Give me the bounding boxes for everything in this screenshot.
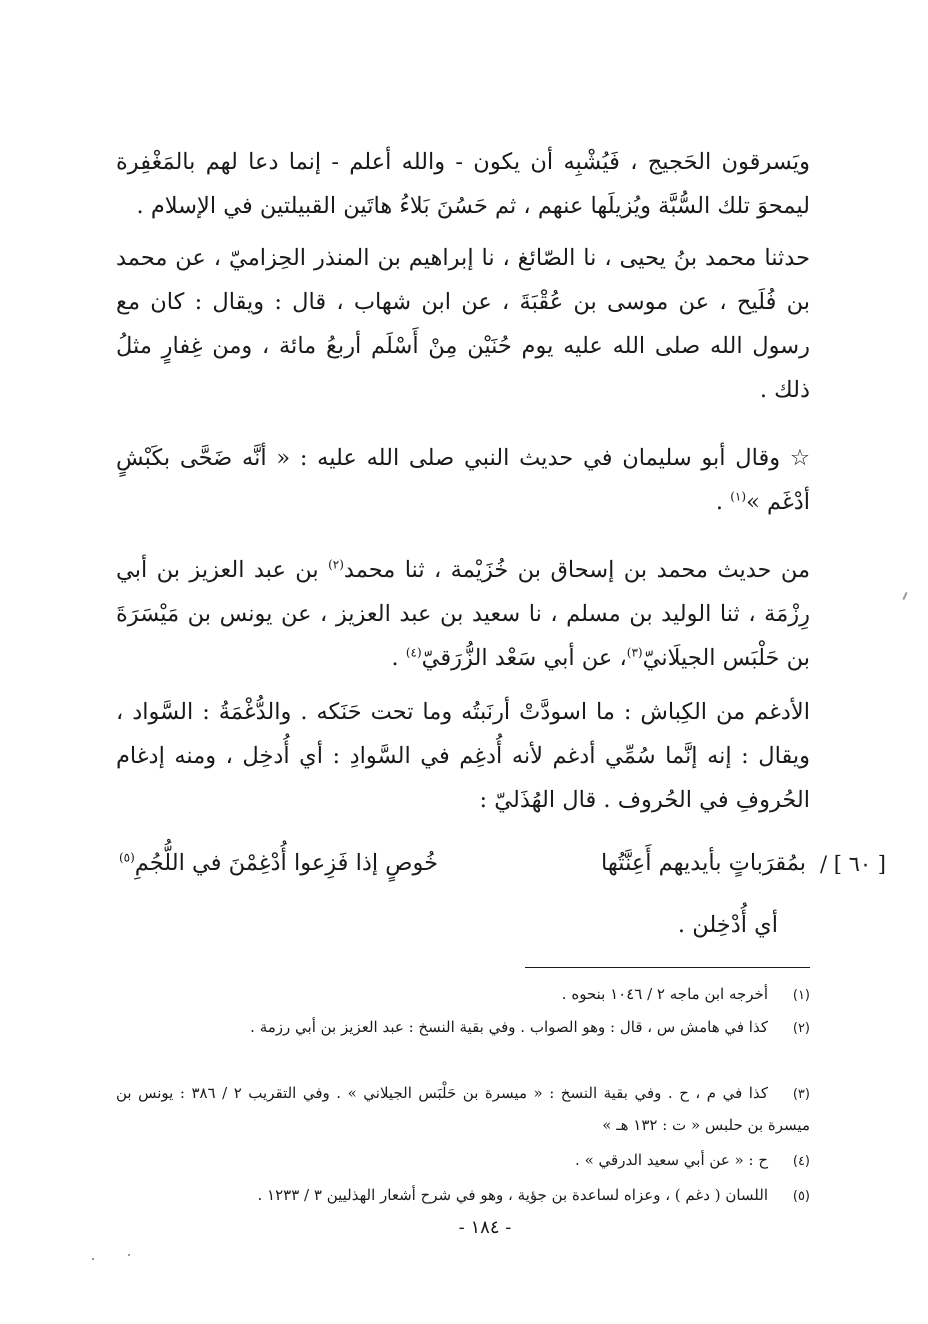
margin-speck (128, 1254, 130, 1256)
paragraph-explanation (116, 690, 810, 822)
paragraph-text: ، عن أبي سَعْد الزُّرَقيّ (421, 645, 627, 671)
footnote-ref: (٤) (405, 645, 422, 660)
footnote-number: (٢) (792, 1021, 810, 1036)
verse-second-hemistich (118, 850, 438, 876)
paragraph-text: بن عبد العزيز بن أبي رِزْمَة ، ثنا الوليد بن مسلم ، نا سعيد بن عبد العزيز ، عن يونس بن مَيْسَرَةَ بن حَلْبَس الجيلَانيّ (116, 557, 810, 671)
footnote-text: اللسان ( دغم ) ، وعزاه لساعدة بن جؤية ، وهو في شرح أشعار الهذليين ٣ / ١٢٣٣ . (257, 1186, 768, 1204)
footnote-ref: (٣) (626, 645, 643, 660)
page-number: - ١٨٤ - (458, 1217, 512, 1238)
footnote-1 (116, 979, 810, 1011)
paragraph-hajij (116, 140, 810, 228)
paragraph-text: ويَسرقون الحَجيج ، فَيُشْبِه أن يكون - والله أعلم - إنما دعا لهم بالمَغْفِرة ليمحوَ تلك السُّبَّة ويُزيلَها عنهم ، ثم حَسُنَ بَلاءُ هاتَين القبيلتين في الإسلام . (116, 149, 810, 219)
footnote-number: (٥) (792, 1189, 810, 1204)
paragraph-text: من حديث محمد بن إسحاق بن خُزَيْمة ، ثنا محمد (343, 557, 810, 583)
paragraph-text: حدثنا محمد بنُ يحيى ، نا الصّائغ ، نا إبراهيم بن المنذر الحِزاميّ ، عن محمد بن فُلَيح ، عن موسى بن عُقْبَةَ ، عن ابن شهاب ، قال : ويقال : كان مع رسول الله صلى الله عليه يوم حُنَيْن مِنْ أَسْلَم أربعُ مائة ، ومن غِفارٍ مثلُ ذلك . (116, 245, 810, 403)
footnote-text: كذا في م ، ح . وفي بقية النسخ : « ميسرة بن حَلْبَس الجيلاني » . وفي التقريب ٢ / ٣٨٦ : يونس بن ميسرة بن حلبس « ت : ١٣٢ هـ » (116, 1084, 810, 1134)
footnote-2 (116, 1012, 810, 1044)
footnote-4 (116, 1145, 810, 1177)
footnote-text: كذا في هامش س ، قال : وهو الصواب . وفي بقية النسخ : عبد العزيز بن أبي رزمة . (250, 1018, 768, 1036)
footnote-ref: (١) (730, 489, 747, 504)
paragraph-text: ☆ وقال أبو سليمان في حديث النبي صلى الله عليه : « أنَّه ضَحَّى بكَبْشٍ أدْغَم » (116, 445, 810, 515)
verse-explanation: أي أُدْخِلن . (677, 912, 778, 938)
footnote-number: (٣) (792, 1087, 810, 1102)
footnote-number: (٤) (792, 1154, 810, 1169)
footnote-3 (116, 1078, 810, 1141)
verse-text: خُوصٍ إذا فَزِعوا أُدْغِمْنَ في اللُّجُمِ (134, 850, 438, 876)
footnote-text: ح : « عن أبي سعيد الدرقي » . (575, 1151, 768, 1169)
footnote-text: أخرجه ابن ماجه ٢ / ١٠٤٦ بنحوه . (561, 985, 768, 1003)
paragraph-isnad: من حديث محمد بن إسحاق بن خُزَيْمة ، ثنا محمد$^{(٢)}$ بن عبد العزيز بن أبي رِزْمَة ، ثنا الوليد بن مسلم ، نا سعيد بن عبد العزيز ، عن يونس بن مَيْسَرَةَ بن حَلْبَس الجيلَانيّ$^{(٣)}$، عن أبي سَعْد الزُّرَقيّ$^{(٤)}$ . (116, 557, 810, 671)
footnote-ref: (٥) (118, 850, 135, 865)
verse-folio-marker: [ ٦٠ ] / (819, 852, 886, 876)
margin-speck (92, 1258, 94, 1260)
margin-stroke (902, 592, 907, 600)
paragraph-hadith-hunayn (116, 236, 810, 412)
footnote-5 (116, 1180, 810, 1212)
footnote-divider (525, 967, 810, 968)
footnote-number: (١) (792, 988, 810, 1003)
paragraph-text: الأدغم من الكِباش : ما اسودَّتْ أرنَبتُه وما تحت حَنَكه . والدُّغْمَةُ : السَّواد ، ويقال : إنه إنَّما سُمِّي أدغم لأنه أُدغِم في السَّوادِ : أي أُدخِل ، ومنه إدغام الحُروفِ في الحُروف . قال الهُذَليّ : (116, 699, 810, 813)
paragraph-abu-sulayman: ☆ وقال أبو سليمان في حديث النبي صلى الله عليه : « أنَّه ضَحَّى بكَبْشٍ أدْغَم »$^{(١)}$ . (116, 445, 810, 515)
verse-first-hemistich: بمُقرَباتٍ بأيديهم أَعِنَّتُها (601, 850, 806, 876)
footnote-ref: (٢) (328, 557, 344, 572)
